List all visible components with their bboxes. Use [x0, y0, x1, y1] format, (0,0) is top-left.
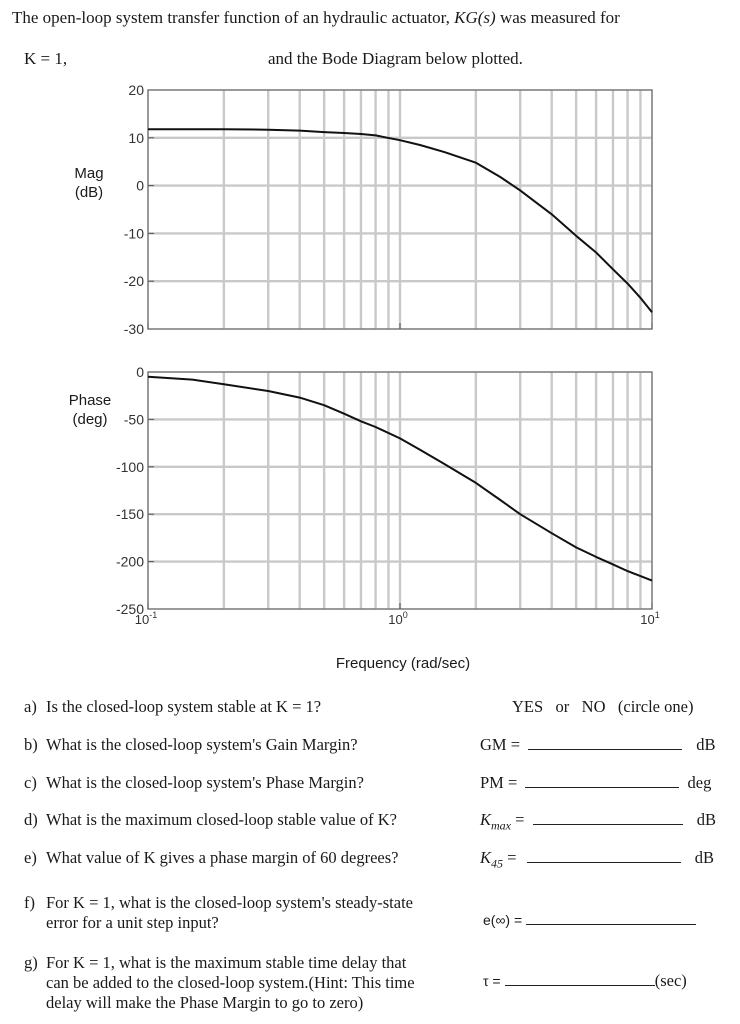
mag-label-2: (dB): [74, 184, 104, 201]
y-tick-label: 10: [128, 129, 144, 146]
question-text: What value of K gives a phase margin of 60 degrees?: [46, 848, 399, 867]
phase-plot: [116, 364, 660, 627]
answer-d: [480, 810, 716, 833]
answer-blank[interactable]: [526, 910, 696, 925]
question-e: [24, 848, 399, 868]
answer-label: GM =: [480, 735, 521, 754]
question-text-1: For K = 1, what is the maximum stable time delay that: [46, 953, 407, 972]
question-text-3: delay will make the Phase Margin to go to zero): [46, 993, 364, 1012]
y-tick-label: 0: [136, 364, 144, 380]
intro-tf: KG(s): [454, 8, 496, 27]
x-tick-label: $10^0$: [388, 610, 408, 627]
question-f: [24, 893, 413, 933]
answer-blank[interactable]: [533, 810, 683, 825]
answer-unit: dB: [696, 735, 716, 754]
question-letter: g): [24, 953, 38, 972]
question-text: What is the closed-loop system's Phase Margin?: [46, 773, 364, 792]
question-c: [24, 773, 364, 793]
y-tick-label: -30: [123, 321, 144, 337]
question-letter: b): [24, 735, 38, 754]
magnitude-plot: [124, 82, 652, 337]
answer-blank[interactable]: [527, 848, 681, 863]
phase-label-2: (deg): [72, 411, 108, 428]
answer-b: [480, 735, 716, 755]
x-axis-title: Frequency (rad/sec): [335, 655, 471, 672]
y-tick-label: -20: [123, 273, 144, 290]
answer-label-eq: =: [511, 810, 525, 829]
y-tick-label: -10: [123, 225, 144, 242]
phase-label-1: Phase: [68, 392, 112, 409]
question-text: Is the closed-loop system stable at K = 1?: [46, 697, 322, 716]
answer-label: K: [480, 848, 492, 867]
intro-text-a: The open-loop system transfer function of an hydraulic actuator,: [12, 8, 450, 27]
answer-unit: deg: [687, 773, 712, 792]
answer-e: [480, 848, 714, 871]
mag-label-1: Mag: [74, 165, 104, 182]
answer-blank[interactable]: [505, 971, 655, 986]
question-text-2: can be added to the closed-loop system.(Hint: This time: [46, 973, 415, 992]
y-tick-label: 0: [136, 177, 144, 194]
answer-label: τ =: [483, 973, 501, 989]
y-tick-label: -200: [115, 553, 144, 570]
question-b: [24, 735, 358, 755]
answer-c: [480, 773, 711, 793]
answer-label: e(∞) =: [483, 912, 523, 928]
question-d: [24, 810, 397, 830]
intro-text-c: was measured for: [499, 8, 620, 27]
answer-blank[interactable]: [528, 735, 682, 750]
answer-label: PM =: [480, 773, 518, 792]
answer-label-sub: 45: [491, 856, 504, 871]
answer-a[interactable]: YES or NO (circle one): [512, 697, 694, 716]
answer-f: [483, 910, 696, 930]
question-letter: f): [24, 893, 35, 912]
question-g: [24, 953, 415, 1013]
intro-k: K = 1,: [24, 49, 68, 68]
question-letter: c): [24, 773, 37, 792]
x-tick-label: $10^{-1}$: [134, 610, 158, 627]
question-letter: a): [24, 697, 37, 716]
answer-label-sub: max: [491, 818, 512, 833]
x-tick-label: $10^1$: [640, 610, 660, 627]
question-a: [24, 697, 321, 717]
answer-label: K: [480, 810, 492, 829]
y-tick-label: -50: [123, 411, 144, 428]
answer-label-eq: =: [503, 848, 517, 867]
question-text: What is the closed-loop system's Gain Margin?: [46, 735, 358, 754]
y-tick-label: 20: [128, 82, 144, 98]
question-text-1: For K = 1, what is the closed-loop system's steady-state: [46, 893, 413, 912]
answer-blank[interactable]: [525, 773, 679, 788]
question-text: What is the maximum closed-loop stable value of K?: [46, 810, 397, 829]
y-tick-label: -150: [115, 506, 144, 523]
answer-g: [483, 971, 687, 991]
y-tick-label: -250: [115, 601, 144, 617]
question-letter: e): [24, 848, 37, 867]
question-text-2: error for a unit step input?: [46, 913, 219, 932]
y-tick-label: -100: [115, 458, 144, 475]
question-letter: d): [24, 810, 38, 829]
answer-unit: dB: [696, 810, 716, 829]
answer-unit: dB: [694, 848, 714, 867]
answer-unit: (sec): [654, 971, 687, 990]
intro-line-2: and the Bode Diagram below plotted.: [268, 49, 523, 68]
